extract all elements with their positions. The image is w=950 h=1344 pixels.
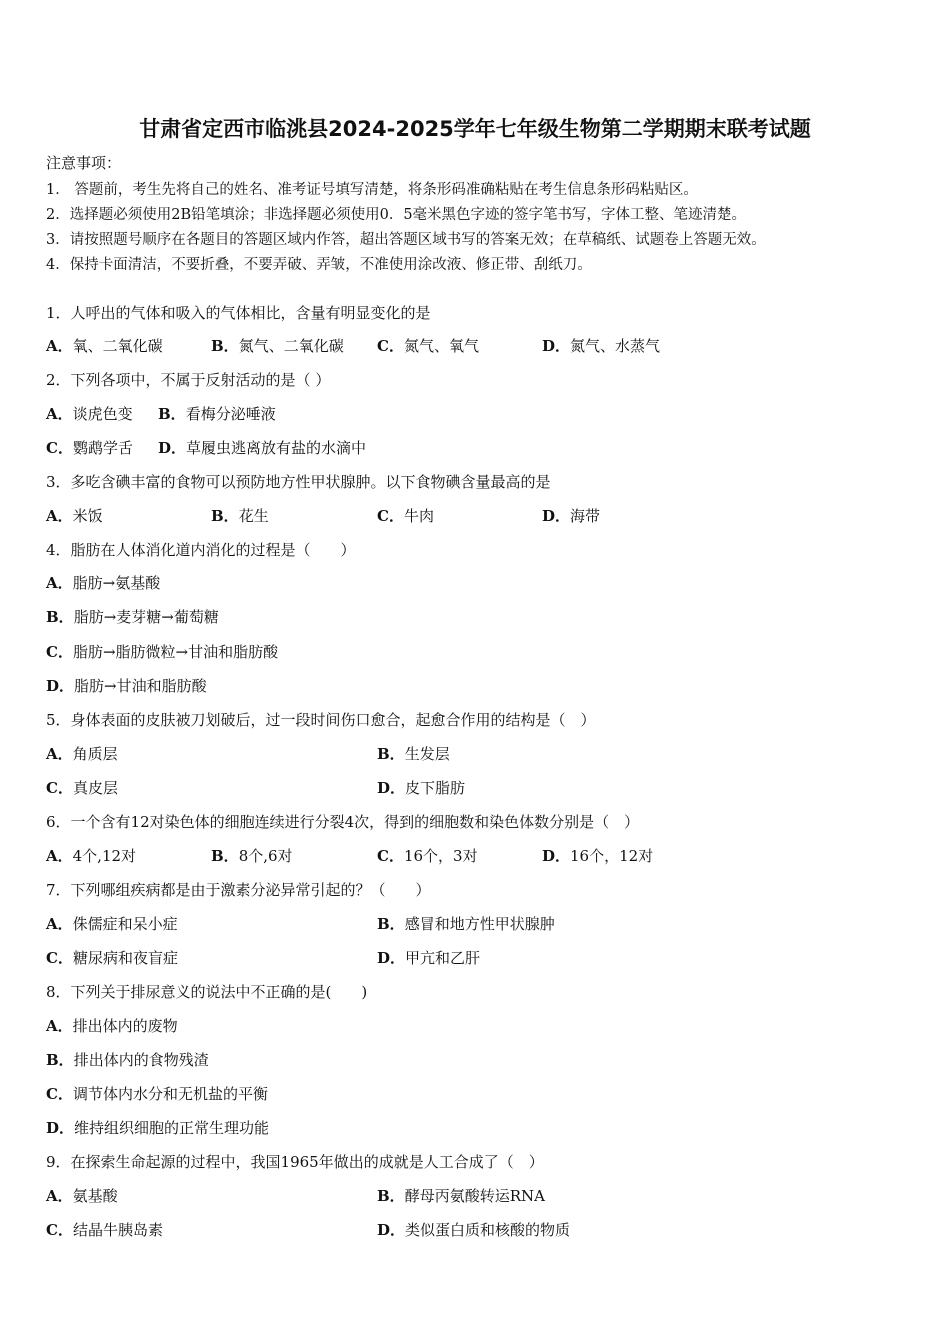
option-letter: A． [46,337,73,355]
option-a [46,1015,178,1036]
option-letter: D． [46,1119,75,1137]
option-text: 酵母丙氨酸转运RNA [404,1187,545,1205]
option-c [377,845,478,866]
option-text: 脂肪→脂肪微粒→甘油和脂肪酸 [72,643,279,661]
option-letter: C． [46,779,73,797]
question-stem: 3．多吃含碘丰富的食物可以预防地方性甲状腺肿。以下食物碘含量最高的是 [46,473,551,491]
notice-item: 3．请按照题号顺序在各题目的答题区域内作答，超出答题区域书写的答案无效；在草稿纸、试题卷上答题无效。 [46,232,766,248]
option-b [46,606,219,627]
option-text: 氮气、氧气 [403,337,479,355]
option-letter: A． [46,507,73,525]
option-letter: A． [46,1017,73,1035]
option-text: 真皮层 [72,779,118,797]
option-text: 4个,12对 [72,847,137,865]
option-text: 皮下脂肪 [405,779,466,797]
option-a [46,913,178,934]
option-c [377,505,434,526]
option-letter: D． [158,439,187,457]
option-d [377,777,465,798]
option-d [46,675,207,696]
option-b [211,505,269,526]
option-c [46,1219,163,1240]
option-c [377,335,479,356]
option-text: 脂肪→氨基酸 [72,574,161,592]
option-letter: C． [46,1221,73,1239]
option-b [46,1049,209,1070]
option-text: 16个，12对 [570,847,654,865]
option-b [158,403,276,424]
option-d [542,845,653,866]
option-text: 甲亢和乙肝 [405,949,481,967]
option-d [46,1117,269,1138]
option-letter: C． [46,1085,73,1103]
option-text: 调节体内水分和无机盐的平衡 [72,1085,268,1103]
option-letter: B． [211,847,239,865]
option-text: 角质层 [72,745,118,763]
option-c [46,641,278,662]
option-letter: B． [211,337,239,355]
option-d [377,947,480,968]
option-a [46,572,160,593]
option-letter: C． [46,439,73,457]
option-b [377,743,450,764]
option-text: 生发层 [404,745,450,763]
option-text: 侏儒症和呆小症 [72,915,178,933]
option-text: 牛肉 [403,507,434,525]
option-text: 海带 [570,507,601,525]
option-letter: C． [377,847,404,865]
option-text: 氮气、二氧化碳 [238,337,344,355]
option-d [542,335,660,356]
option-text: 米饭 [72,507,103,525]
option-letter: A． [46,847,73,865]
option-letter: B． [377,1187,405,1205]
option-letter: D． [46,677,75,695]
option-text: 感冒和地方性甲状腺肿 [404,915,555,933]
notice-item: 4．保持卡面清洁，不要折叠，不要弄破、弄皱，不准使用涂改液、修正带、刮纸刀。 [46,257,592,273]
option-text: 看梅分泌唾液 [185,405,276,423]
option-c [46,947,178,968]
option-a [46,403,133,424]
question-stem: 8．下列关于排尿意义的说法中不正确的是( ) [46,983,368,1001]
option-text: 谈虎色变 [72,405,133,423]
option-b [211,845,293,866]
option-text: 16个，3对 [403,847,478,865]
question-stem: 1．人呼出的气体和吸入的气体相比，含量有明显变化的是 [46,304,431,322]
page-title: 甘肃省定西市临洮县2024-2025学年七年级生物第二学期期末联考试题 [139,117,811,141]
option-c [46,1083,268,1104]
option-text: 排出体内的食物残渣 [73,1051,209,1069]
option-a [46,743,118,764]
option-text: 结晶牛胰岛素 [72,1221,163,1239]
option-text: 氧、二氧化碳 [72,337,163,355]
option-text: 类似蛋白质和核酸的物质 [405,1221,571,1239]
question-stem: 9．在探索生命起源的过程中，我国1965年做出的成就是人工合成了（ ） [46,1153,544,1171]
option-a [46,335,163,356]
option-a [46,505,103,526]
option-text: 氨基酸 [72,1187,118,1205]
option-letter: B． [211,507,239,525]
option-d [542,505,600,526]
option-text: 花生 [238,507,269,525]
question-stem: 2．下列各项中，不属于反射活动的是（ ） [46,371,331,389]
question-stem: 5．身体表面的皮肤被刀划破后，过一段时间伤口愈合，起愈合作用的结构是（ ） [46,711,596,729]
option-letter: D． [377,779,406,797]
option-d [377,1219,570,1240]
option-text: 糖尿病和夜盲症 [72,949,178,967]
option-letter: D． [542,507,571,525]
question-stem: 4．脂肪在人体消化道内消化的过程是（ ） [46,541,356,559]
option-letter: C． [377,507,404,525]
option-letter: C． [46,949,73,967]
option-letter: D． [542,337,571,355]
option-c [46,777,118,798]
notice-item: 2．选择题必须使用2B铅笔填涂；非选择题必须使用0．5毫米黑色字迹的签字笔书写，字体工整、笔迹清楚。 [46,207,747,223]
notice-heading: 注意事项： [46,154,122,172]
option-letter: A． [46,574,73,592]
option-letter: A． [46,745,73,763]
option-letter: C． [377,337,404,355]
option-b [211,335,344,356]
option-letter: D． [377,1221,406,1239]
option-letter: B． [377,745,405,763]
option-text: 草履虫逃离放有盐的水滴中 [186,439,367,457]
option-text: 氮气、水蒸气 [570,337,661,355]
option-text: 脂肪→麦芽糖→葡萄糖 [73,608,219,626]
option-b [377,1185,545,1206]
option-text: 排出体内的废物 [72,1017,178,1035]
option-text: 脂肪→甘油和脂肪酸 [74,677,207,695]
option-b [377,913,555,934]
question-stem: 7．下列哪组疾病都是由于激素分泌异常引起的？（ ） [46,881,431,899]
option-letter: A． [46,1187,73,1205]
option-letter: D． [377,949,406,967]
option-letter: B． [46,608,74,626]
option-a [46,1185,118,1206]
notice-item: 1． 答题前，考生先将自己的姓名、准考证号填写清楚，将条形码准确粘贴在考生信息条形码粘贴区。 [46,182,698,198]
option-text: 鹦鹉学舌 [72,439,133,457]
option-letter: D． [542,847,571,865]
option-letter: A． [46,915,73,933]
option-letter: A． [46,405,73,423]
option-text: 维持组织细胞的正常生理功能 [74,1119,270,1137]
question-stem: 6．一个含有12对染色体的细胞连续进行分裂4次，得到的细胞数和染色体数分别是（ ） [46,813,640,831]
option-text: 8个,6对 [238,847,293,865]
option-letter: B． [377,915,405,933]
option-letter: B． [46,1051,74,1069]
option-letter: B． [158,405,186,423]
option-d [158,437,366,458]
option-c [46,437,133,458]
option-letter: C． [46,643,73,661]
option-a [46,845,136,866]
